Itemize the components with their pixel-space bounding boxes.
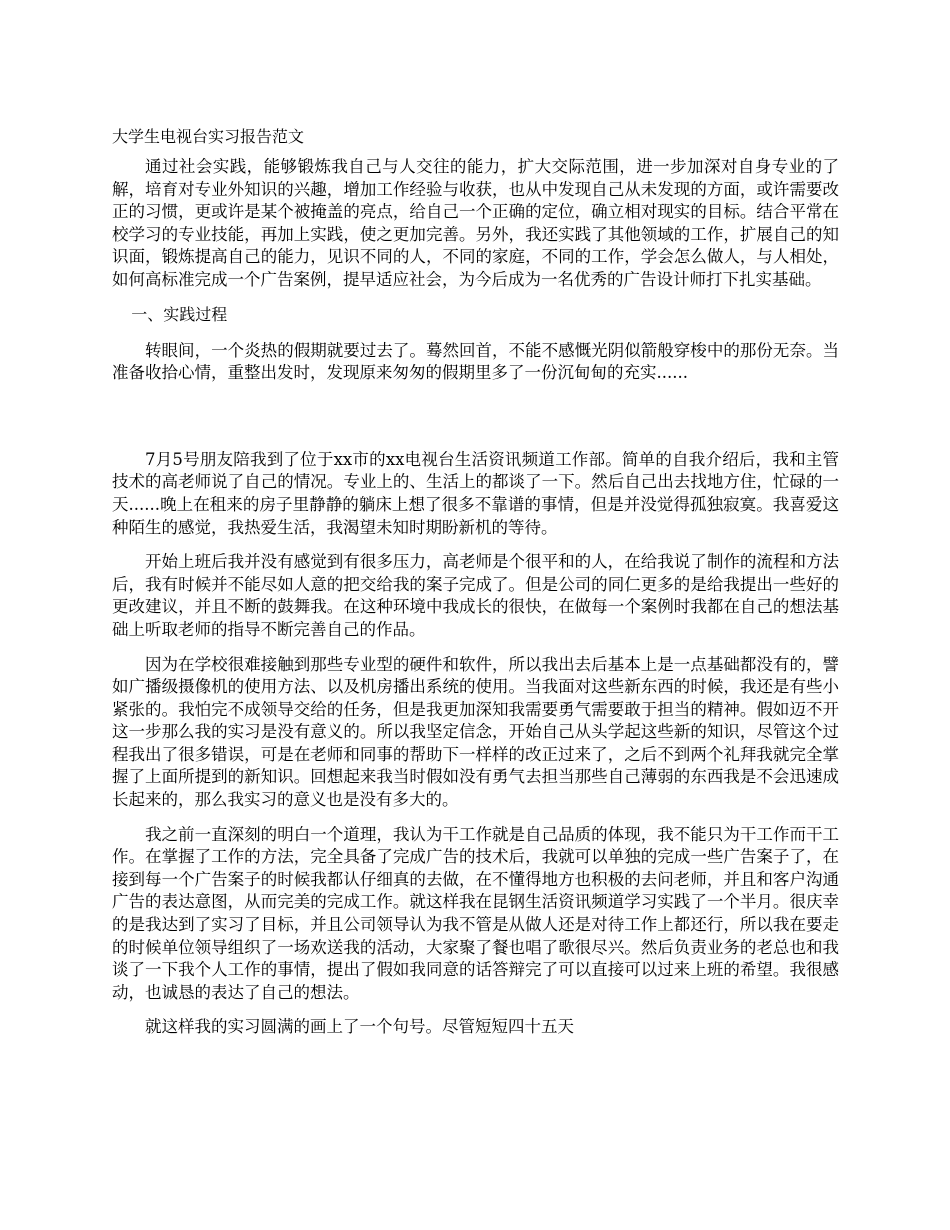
paragraph-conclusion: 就这样我的实习圆满的画上了一个句号。尽管短短四十五天 xyxy=(145,1017,574,1037)
paragraph-learning: 因为在学校很难接触到那些专业型的硬件和软件，所以我出去后基本上是一点基础都没有的，譬如广播级摄像机的使用方法、以及机房播出系统的使用。当我面对这些新东西的时候，我还是有些小紧张的。我怕完不成领导交给的任务，但是我更加深知我需要勇气需要敢于担当的精神。假如迈不开这一步那么我的实习是没有意义的。所以我坚定信念，开始自己从头学起这些新的知识，尽管这个过程我出了很多错误，可是在老师和同事的帮助下一样样的改正过来了，之后不到两个礼拜我就完全掌握了上面所提到的新知识。回想起来我当时假如没有勇气去担当那些自己薄弱的东西我是不会迅速成长起来的，那么我实习的意义也是没有多大的。 xyxy=(112,654,839,810)
paragraph-gap xyxy=(112,397,839,449)
document-page xyxy=(112,126,839,1051)
document-title: 大学生电视台实习报告范文 xyxy=(112,127,305,146)
section-heading-practice-process: 一、实践过程 xyxy=(131,304,228,324)
paragraph-work-attitude: 我之前一直深刻的明白一个道理，我认为干工作就是自己品质的体现，我不能只为干工作而干工作。在掌握了工作的方法，完全具备了完成广告的技术后，我就可以单独的完成一些广告案子了，在接到每一个广告案子的时候我都认仔细真的去做，在不懂得地方也积极的去问老师，并且和客户沟通广告的表达意图，从而完美的完成工作。就这样我在昆钢生活资讯频道学习实践了一个半月。很庆幸的是我达到了实习了目标，并且公司领导认为我不管是从做人还是对待工作上都还行，所以我在要走的时候单位领导组织了一场欢送我的活动，大家聚了餐也唱了歌很尽兴。然后负责业务的老总也和我谈了一下我个人工作的事情，提出了假如我同意的话答辩完了可以直接可以过来上班的希望。我很感动，也诚恳的表达了自己的想法。 xyxy=(112,824,839,1002)
paragraph-holiday: 转眼间，一个炎热的假期就要过去了。蓦然回首，不能不感慨光阴似箭般穿梭中的那份无奈。当准备收拾心情，重整出发时，发现原来匆匆的假期里多了一份沉甸甸的充实...... xyxy=(112,340,839,383)
paragraph-arrival: 7月5号朋友陪我到了位于xx市的xx电视台生活资讯频道工作部。简单的自我介绍后，我和主管技术的高老师说了自己的情况。专业上的、生活上的都谈了一下。然后自己出去找地方住，忙碌的一天......晚上在租来的房子里静静的躺床上想了很多不靠谱的事情，但是并没觉得孤独寂寞。我喜爱这种陌生的感觉，我热爱生活，我渴望未知时期盼新机的等待。 xyxy=(112,449,839,537)
paragraph-intro: 通过社会实践，能够锻炼我自己与人交往的能力，扩大交际范围，进一步加深对自身专业的了解，培育对专业外知识的兴趣，增加工作经验与收获，也从中发现自己从未发现的方面，或许需要改正的习惯，更或许是某个被掩盖的亮点，给自己一个正确的定位，确立相对现实的目标。结合平常在校学习的专业技能，再加上实践，使之更加完善。另外，我还实践了其他领域的工作，扩展自己的知识面，锻炼提高自己的能力，见识不同的人，不同的家庭，不同的工作，学会怎么做人，与人相处，如何高标准完成一个广告案例，提早适应社会，为今后成为一名优秀的广告设计师打下扎实基础。 xyxy=(112,157,839,289)
paragraph-work-start: 开始上班后我并没有感觉到有很多压力，高老师是个很平和的人，在给我说了制作的流程和方法后，我有时候并不能尽如人意的把交给我的案子完成了。但是公司的同仁更多的是给我提出一些好的更改建议，并且不断的鼓舞我。在这种环境中我成长的很快，在做每一个案例时我都在自己的想法基础上听取老师的指导不断完善自己的作品。 xyxy=(112,552,839,639)
